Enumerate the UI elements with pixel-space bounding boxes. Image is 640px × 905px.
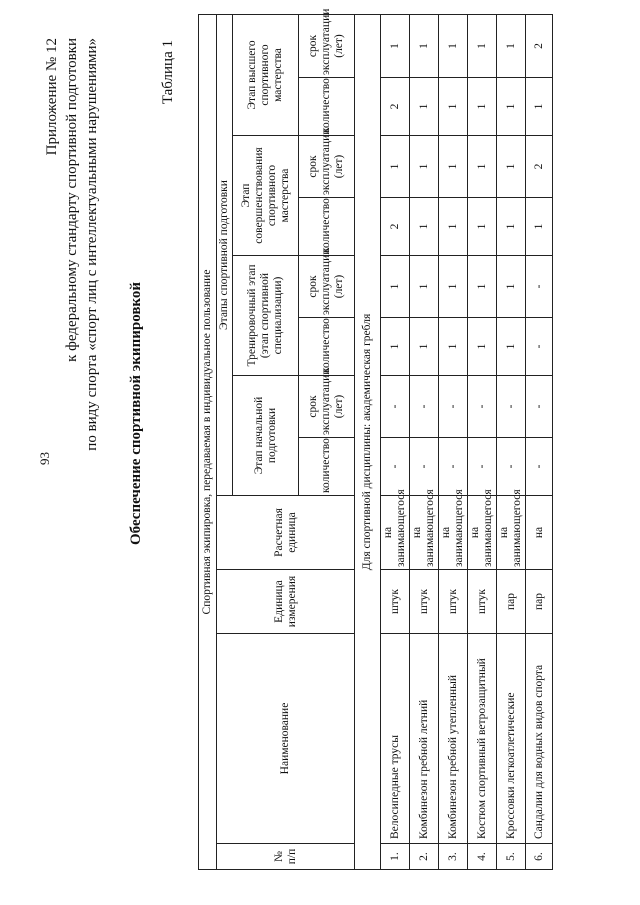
table-row [439,14,468,869]
row-quantity: - [381,438,410,496]
header-quantity: количество [299,198,355,256]
row-number: 5. [497,844,526,870]
row-unit: пар [526,570,553,634]
table-row [381,14,410,869]
row-quantity: - [526,438,553,496]
header-name: Наименование [217,634,355,844]
table-banner: Спортивная экипировка, передаваемая в индивидуальное пользование [199,14,217,869]
row-term: 1 [381,256,410,318]
header-term: срок эксплуатации (лет) [299,14,355,77]
row-quantity: 1 [497,198,526,256]
row-quantity: 2 [381,78,410,136]
header-stage-initial: Этап начальной подготовки [233,376,299,496]
row-name: Костюм спортивный ветрозащитный [468,634,497,844]
row-calc-unit: на занимающегося [468,496,497,570]
row-quantity: 1 [410,78,439,136]
row-term: 2 [526,14,553,77]
row-quantity: 1 [381,318,410,376]
appendix-line-1: Приложение № 12 [44,38,60,156]
row-quantity: 1 [439,198,468,256]
row-quantity: - [526,318,553,376]
table-row [526,14,553,869]
header-unit: Единица измерения [217,570,355,634]
header-term: срок эксплуатации (лет) [299,376,355,438]
row-term: 1 [497,256,526,318]
header-number: № п/п [217,844,355,870]
row-term: 1 [497,14,526,77]
appendix-header [42,38,102,678]
row-quantity: 1 [497,318,526,376]
row-term: - [526,376,553,438]
header-stage-improvement: Этап совершенствования спортивного мастерства [233,136,299,256]
row-quantity: - [468,438,497,496]
equipment-table [198,8,553,870]
header-quantity: количество [299,438,355,496]
row-calc-unit: на [526,496,553,570]
row-term: 1 [410,136,439,198]
table-row [468,14,497,869]
row-term: 1 [468,14,497,77]
row-quantity: 1 [439,318,468,376]
row-name: Кроссовки легкоатлетические [497,634,526,844]
header-stage-training: Тренировочный этап (этап спортивной специализации) [233,256,299,376]
page-heading: Обеспечение спортивной экипировкой [128,281,144,545]
row-term: - [526,256,553,318]
header-quantity: количество [299,318,355,376]
row-term: - [381,376,410,438]
discipline-row: Для спортивной дисциплины: академическая гребля [355,14,381,869]
row-quantity: 1 [526,198,553,256]
row-name: Сандалии для водных видов спорта [526,634,553,844]
row-number: 4. [468,844,497,870]
row-term: 1 [497,136,526,198]
header-term: срок эксплуатации (лет) [299,136,355,198]
row-quantity: 2 [381,198,410,256]
row-calc-unit: на занимающегося [497,496,526,570]
row-name: Комбинезон гребной утепленный [439,634,468,844]
row-number: 3. [439,844,468,870]
row-number: 2. [410,844,439,870]
row-unit: штук [410,570,439,634]
row-term: 2 [526,136,553,198]
header-stages: Этапы спортивной подготовки [217,14,233,495]
row-term: 1 [410,14,439,77]
row-term: 1 [468,136,497,198]
row-term: 1 [381,14,410,77]
header-quantity: количество [299,78,355,136]
row-number: 1. [381,844,410,870]
table-label: Таблица 1 [160,40,176,105]
table-body [381,14,553,869]
row-term: 1 [410,256,439,318]
row-unit: штук [439,570,468,634]
row-term: 1 [439,14,468,77]
row-quantity: 1 [468,318,497,376]
row-quantity: 1 [497,78,526,136]
row-name: Комбинезон гребной летний [410,634,439,844]
row-quantity: 1 [468,78,497,136]
row-quantity: 1 [526,78,553,136]
appendix-line-2: к федеральному стандарту спортивной подготовки [64,38,80,362]
row-quantity: 1 [439,78,468,136]
row-term: 1 [468,256,497,318]
row-term: 1 [439,136,468,198]
row-calc-unit: на занимающегося [410,496,439,570]
header-term: срок эксплуатации (лет) [299,256,355,318]
row-quantity: - [439,438,468,496]
table-row [497,14,526,869]
row-unit: штук [381,570,410,634]
appendix-line-3: по виду спорта «спорт лиц с интеллектуальными нарушениями» [84,38,100,451]
row-quantity: - [497,438,526,496]
page-number: 93 [37,452,52,465]
header-stage-higher: Этап высшего спортивного мастерства [233,14,299,135]
row-quantity: 1 [410,198,439,256]
row-unit: пар [497,570,526,634]
row-quantity: 1 [468,198,497,256]
row-calc-unit: на занимающегося [381,496,410,570]
row-quantity: - [410,438,439,496]
row-unit: штук [468,570,497,634]
row-number: 6. [526,844,553,870]
row-quantity: 1 [410,318,439,376]
row-term: - [497,376,526,438]
row-term: - [410,376,439,438]
header-calc-unit: Расчетная единица [217,496,355,570]
row-term: 1 [381,136,410,198]
row-term: - [468,376,497,438]
row-term: 1 [439,256,468,318]
row-term: - [439,376,468,438]
row-calc-unit: на занимающегося [439,496,468,570]
table-row [410,14,439,869]
row-name: Велосипедные трусы [381,634,410,844]
